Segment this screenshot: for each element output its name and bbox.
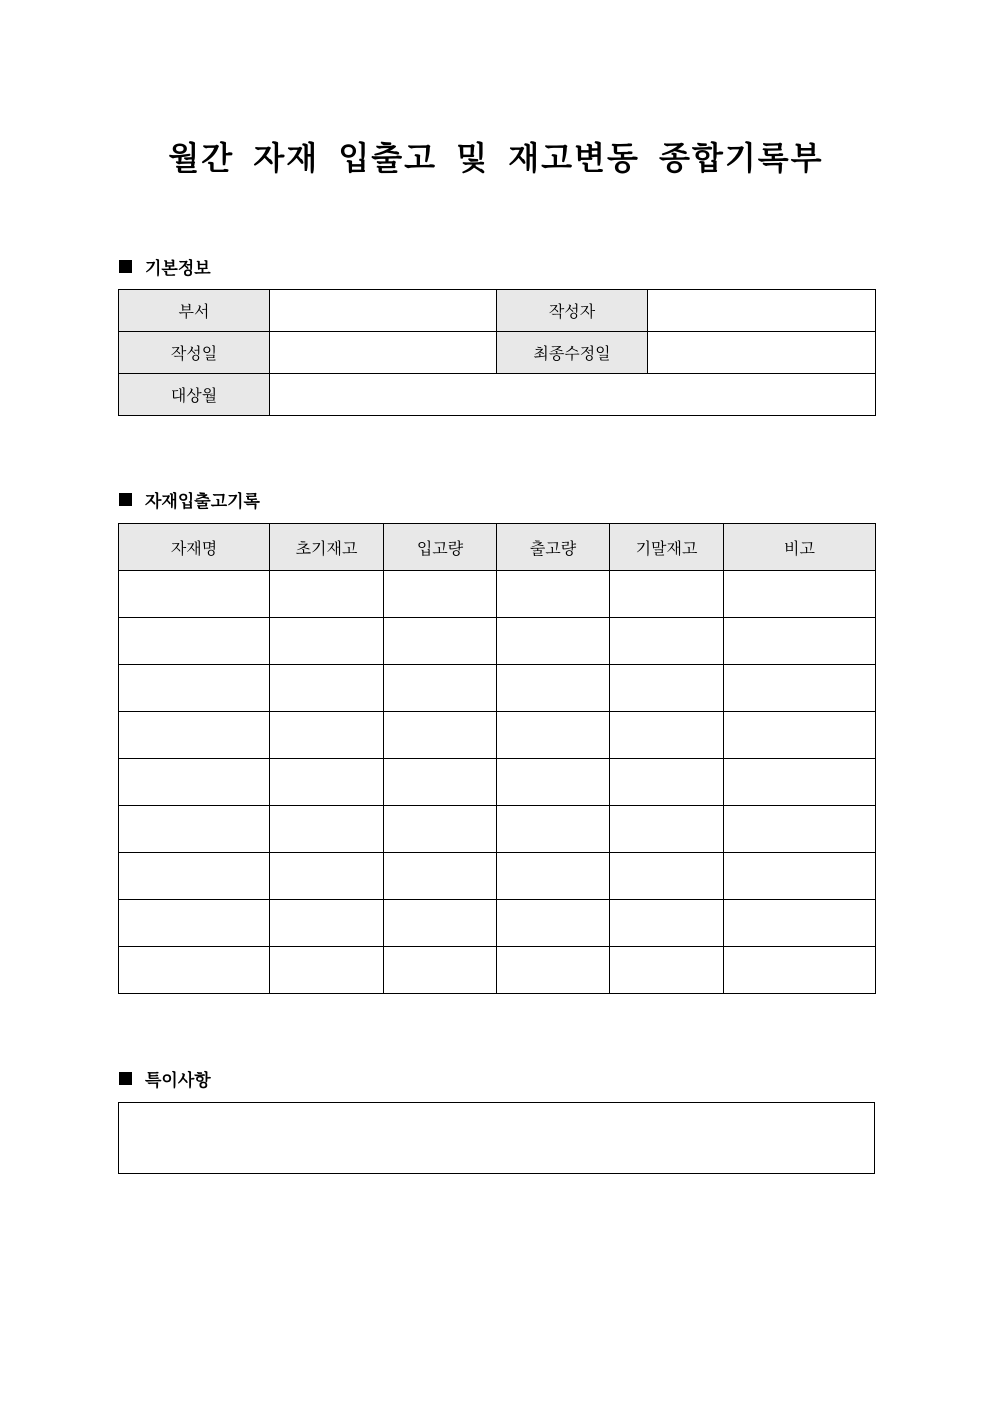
date-written-field[interactable]: [270, 332, 497, 374]
table-cell[interactable]: [384, 665, 497, 712]
target-month-field[interactable]: [270, 374, 876, 416]
notes-heading: [119, 1066, 211, 1091]
document-title: 월간 자재 입출고 및 재고변동 종합기록부: [168, 139, 824, 177]
table-row: [119, 712, 876, 759]
table-cell[interactable]: [119, 712, 270, 759]
table-cell[interactable]: [270, 900, 384, 947]
table-cell[interactable]: [270, 712, 384, 759]
table-cell[interactable]: [497, 712, 610, 759]
last-modified-field[interactable]: [648, 332, 876, 374]
table-cell[interactable]: [610, 712, 724, 759]
notes-field[interactable]: [118, 1102, 875, 1174]
department-label: 부서: [119, 290, 270, 332]
table-cell[interactable]: [119, 618, 270, 665]
table-row: [119, 571, 876, 618]
table-cell[interactable]: [384, 900, 497, 947]
table-cell[interactable]: [119, 853, 270, 900]
table-cell[interactable]: [497, 806, 610, 853]
table-cell[interactable]: [384, 947, 497, 994]
table-cell[interactable]: [497, 665, 610, 712]
table-cell[interactable]: [119, 900, 270, 947]
table-cell[interactable]: [119, 947, 270, 994]
table-cell[interactable]: [384, 571, 497, 618]
table-cell[interactable]: [270, 571, 384, 618]
table-cell[interactable]: [497, 618, 610, 665]
target-month-label: 대상월: [119, 374, 270, 416]
records-header-row: [119, 524, 876, 571]
basic-info-heading: [119, 254, 211, 279]
table-cell[interactable]: [497, 853, 610, 900]
table-cell[interactable]: [724, 712, 876, 759]
table-cell[interactable]: [384, 853, 497, 900]
table-cell[interactable]: [610, 853, 724, 900]
table-cell[interactable]: [610, 571, 724, 618]
table-cell[interactable]: [119, 571, 270, 618]
table-cell[interactable]: [724, 806, 876, 853]
table-cell[interactable]: [610, 618, 724, 665]
square-bullet-icon: [119, 493, 132, 506]
table-cell[interactable]: [270, 806, 384, 853]
records-table: [118, 523, 876, 994]
table-cell[interactable]: [724, 571, 876, 618]
table-cell[interactable]: [610, 759, 724, 806]
column-header-outbound-qty: 출고량: [497, 524, 610, 571]
column-header-closing-stock: 기말재고: [610, 524, 724, 571]
table-cell[interactable]: [724, 947, 876, 994]
records-heading-text: 자재입출고기록: [145, 492, 260, 512]
table-row: [119, 806, 876, 853]
column-header-opening-stock: 초기재고: [270, 524, 384, 571]
basic-info-table: [118, 289, 876, 416]
table-row: [119, 947, 876, 994]
square-bullet-icon: [119, 260, 132, 273]
table-cell[interactable]: [724, 900, 876, 947]
notes-heading-text: 특이사항: [145, 1071, 211, 1091]
records-heading: [119, 487, 260, 512]
table-row: [119, 665, 876, 712]
table-cell[interactable]: [610, 947, 724, 994]
table-cell[interactable]: [270, 665, 384, 712]
table-row: [119, 900, 876, 947]
column-header-inbound-qty: 입고량: [384, 524, 497, 571]
author-label: 작성자: [497, 290, 648, 332]
column-header-remarks: 비고: [724, 524, 876, 571]
table-cell[interactable]: [610, 665, 724, 712]
table-cell[interactable]: [384, 618, 497, 665]
table-cell[interactable]: [724, 665, 876, 712]
table-cell[interactable]: [497, 759, 610, 806]
table-cell[interactable]: [610, 806, 724, 853]
table-cell[interactable]: [724, 853, 876, 900]
table-cell[interactable]: [119, 759, 270, 806]
column-header-material-name: 자재명: [119, 524, 270, 571]
date-written-label: 작성일: [119, 332, 270, 374]
table-cell[interactable]: [497, 571, 610, 618]
table-cell[interactable]: [724, 759, 876, 806]
table-cell[interactable]: [724, 618, 876, 665]
table-row: [119, 618, 876, 665]
table-cell[interactable]: [610, 900, 724, 947]
table-cell[interactable]: [270, 618, 384, 665]
table-cell[interactable]: [497, 947, 610, 994]
author-field[interactable]: [648, 290, 876, 332]
table-cell[interactable]: [119, 665, 270, 712]
last-modified-label: 최종수정일: [497, 332, 648, 374]
table-cell[interactable]: [270, 853, 384, 900]
table-cell[interactable]: [270, 947, 384, 994]
basic-info-heading-text: 기본정보: [145, 259, 211, 279]
table-cell[interactable]: [119, 806, 270, 853]
table-cell[interactable]: [384, 806, 497, 853]
table-cell[interactable]: [384, 759, 497, 806]
table-row: [119, 853, 876, 900]
table-cell[interactable]: [270, 759, 384, 806]
square-bullet-icon: [119, 1072, 132, 1085]
table-row: [119, 759, 876, 806]
table-cell[interactable]: [384, 712, 497, 759]
table-cell[interactable]: [497, 900, 610, 947]
department-field[interactable]: [270, 290, 497, 332]
